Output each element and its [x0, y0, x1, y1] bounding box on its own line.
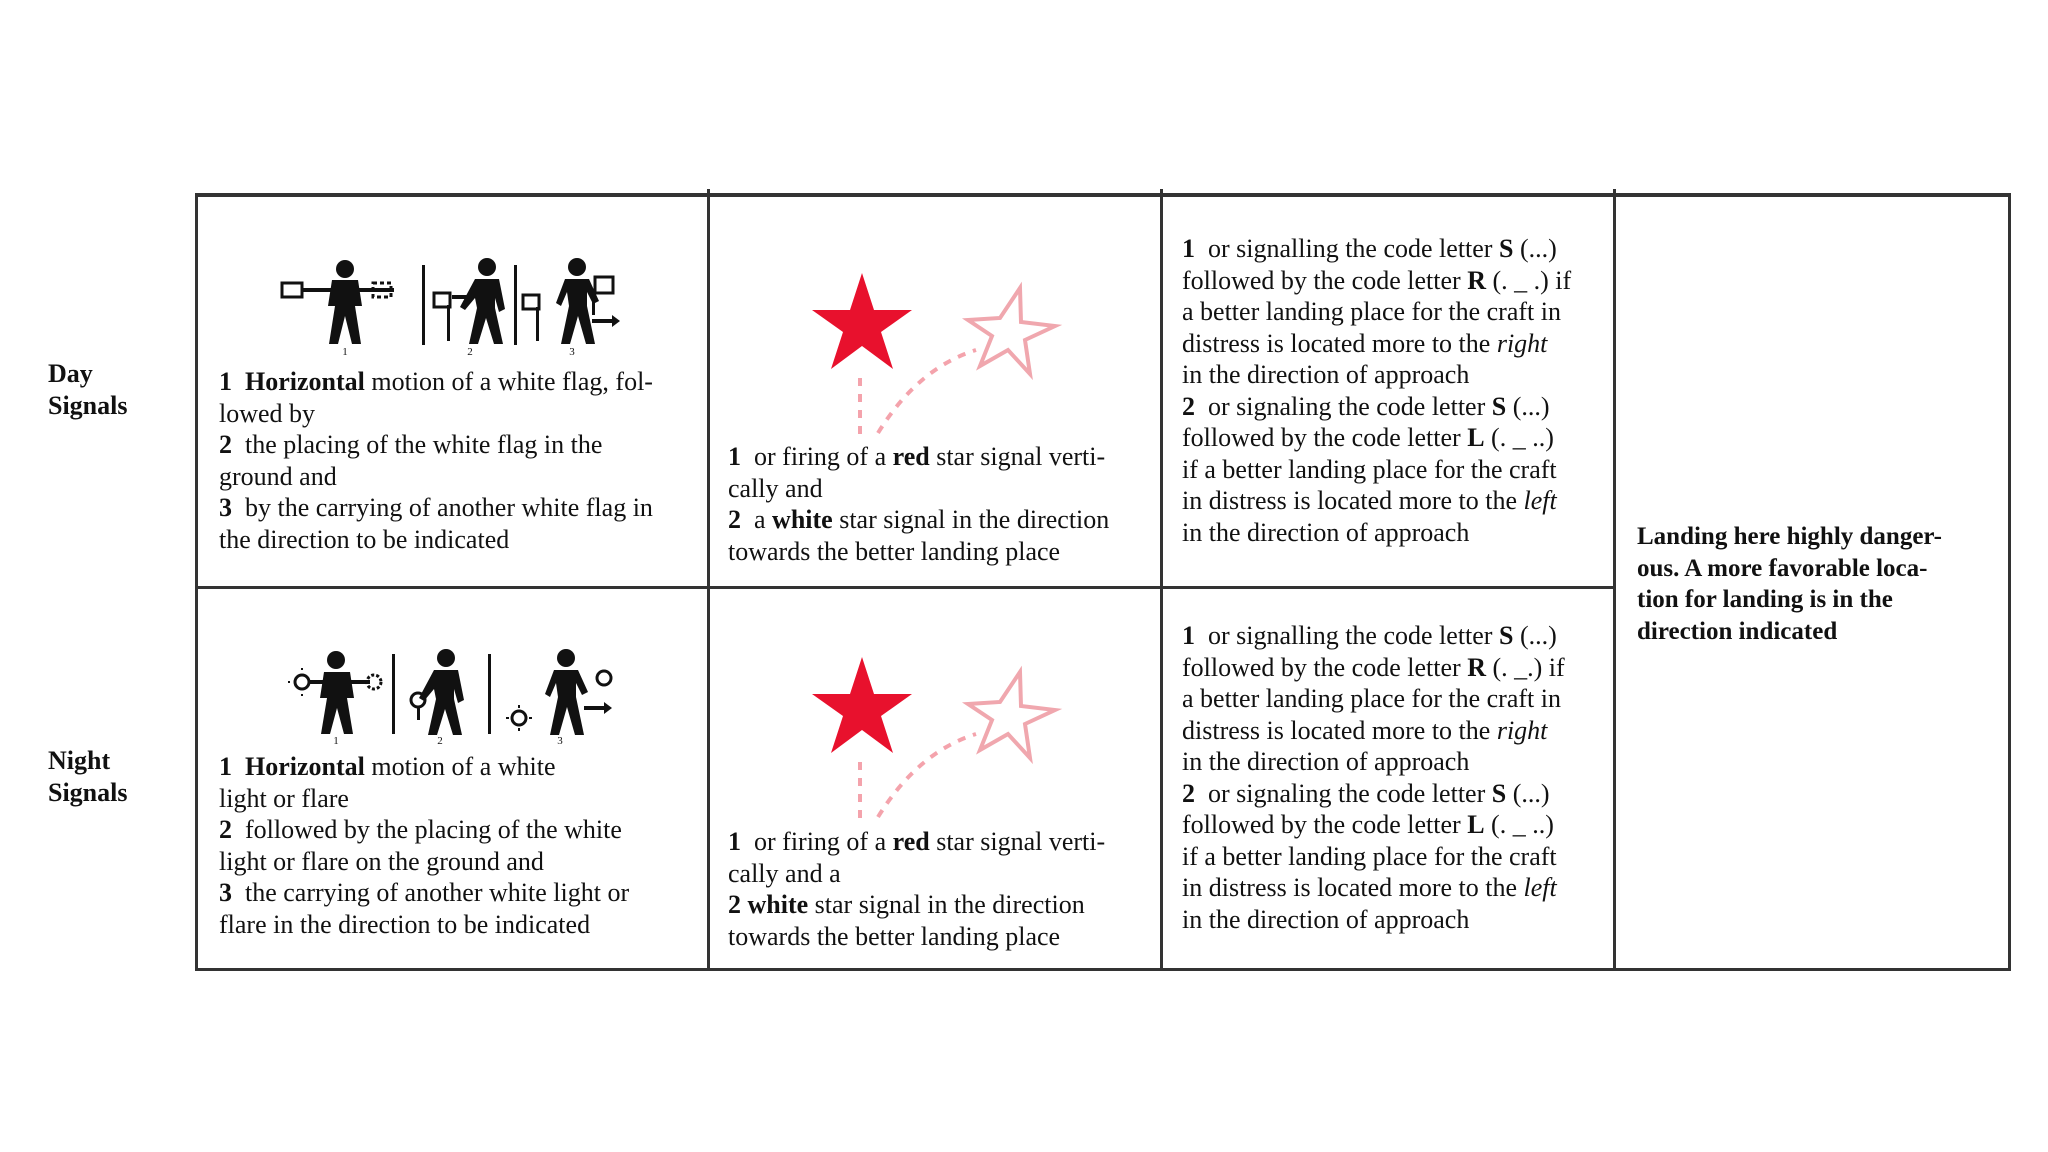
- red-star-icon: [812, 273, 912, 369]
- text-run: followed by the code letter: [1182, 652, 1468, 682]
- text-line: [1182, 485, 1622, 517]
- warning-line: direction indicated: [1637, 617, 1838, 645]
- text-line: [219, 429, 699, 461]
- text-line: [219, 366, 699, 398]
- text-line: [728, 536, 1168, 568]
- text-run: in the direction of approach: [1182, 360, 1470, 389]
- night-signals-label: [48, 745, 128, 809]
- text-run: left: [1523, 486, 1557, 515]
- text-run: (. _ ..): [1484, 810, 1554, 839]
- text-line: [219, 783, 699, 815]
- pictogram-number: 1: [342, 346, 348, 358]
- text-line: [1182, 328, 1622, 360]
- text-run: S: [1491, 391, 1507, 421]
- text-run: cally and a: [728, 858, 841, 888]
- text-line: [1182, 233, 1622, 265]
- text-line: [219, 524, 699, 556]
- text-run: followed by the placing of the white: [232, 815, 622, 844]
- text-line: [1182, 620, 1622, 652]
- text-line: [728, 441, 1168, 473]
- night-star-signals-icon: [808, 652, 1068, 822]
- night-label-line: Signals: [48, 778, 128, 807]
- text-run: 1 Horizontal: [219, 367, 365, 396]
- text-line: [1182, 422, 1622, 454]
- day-code-letter-description: [1182, 233, 1622, 548]
- warning-line: ous. A more favorable loca-: [1637, 554, 1928, 582]
- text-run: flare in the direction to be indicated: [219, 909, 591, 939]
- text-run: followed by the code letter: [1182, 810, 1468, 839]
- row-divider: [198, 586, 1613, 589]
- text-run: or signalling the code letter: [1195, 234, 1499, 263]
- warning-line: tion for landing is in the: [1637, 586, 1893, 613]
- text-run: distress is located more to the: [1182, 715, 1497, 745]
- text-line: [1182, 809, 1622, 841]
- text-line: [1182, 391, 1622, 423]
- text-run: red: [892, 827, 930, 856]
- text-run: 3: [219, 493, 232, 522]
- text-run: a better landing place for the craft in: [1182, 684, 1561, 713]
- text-run: star signal verti-: [929, 442, 1106, 471]
- text-run: followed by the code letter: [1182, 423, 1468, 452]
- text-run: in the direction of approach: [1182, 517, 1470, 547]
- text-line: [219, 814, 699, 846]
- text-run: a better landing place for the craft in: [1182, 297, 1561, 326]
- text-line: [728, 921, 1168, 953]
- text-run: 2 white: [728, 890, 809, 919]
- text-run: (...): [1513, 621, 1557, 650]
- text-line: [728, 504, 1168, 536]
- text-run: light or flare: [219, 783, 349, 813]
- text-run: 3: [219, 878, 232, 907]
- text-line: [1182, 265, 1622, 297]
- text-line: [1182, 296, 1622, 328]
- text-run: (. _ ..): [1484, 423, 1554, 452]
- text-run: a: [741, 505, 773, 534]
- text-run: S: [1498, 621, 1514, 650]
- pictogram-number: 3: [557, 735, 563, 747]
- text-run: star signal verti-: [929, 827, 1106, 856]
- text-run: ground and: [219, 461, 337, 491]
- text-run: (...): [1513, 234, 1557, 263]
- text-line: [1182, 683, 1622, 715]
- text-run: the placing of the white flag in the: [232, 430, 603, 459]
- text-run: 2: [1182, 391, 1195, 421]
- text-line: [1182, 841, 1622, 873]
- text-run: 2: [728, 505, 741, 534]
- text-run: cally and: [728, 473, 823, 503]
- text-run: star signal in the direction: [832, 505, 1110, 534]
- pictogram-number: 2: [467, 346, 473, 358]
- text-run: or firing of a: [741, 442, 893, 471]
- text-run: 2: [219, 815, 232, 844]
- text-line: [1182, 746, 1622, 778]
- night-code-letter-description: [1182, 620, 1622, 935]
- text-run: S: [1491, 778, 1507, 808]
- landing-warning-text: [1637, 521, 1997, 647]
- text-line: [728, 858, 1168, 890]
- text-run: 2: [1182, 778, 1195, 808]
- text-line: [1182, 904, 1622, 936]
- text-run: the direction to be indicated: [219, 524, 510, 554]
- text-run: or signaling the code letter: [1195, 391, 1492, 421]
- text-run: L: [1467, 810, 1485, 839]
- text-run: (...): [1506, 391, 1550, 421]
- night-star-description: [728, 826, 1168, 952]
- text-line: [219, 751, 699, 783]
- pictogram-number: 2: [437, 735, 443, 747]
- text-line: [219, 877, 699, 909]
- text-run: R: [1467, 265, 1486, 295]
- text-run: lowed by: [219, 398, 316, 428]
- red-star-icon: [812, 657, 912, 753]
- text-run: red: [892, 442, 930, 471]
- text-run: followed by the code letter: [1182, 265, 1468, 295]
- text-line: [1182, 517, 1622, 549]
- day-label-line: Day: [48, 359, 93, 388]
- text-line: [219, 846, 699, 878]
- text-line: [1182, 778, 1622, 810]
- text-run: (...): [1506, 778, 1550, 808]
- text-run: R: [1467, 652, 1486, 682]
- text-run: right: [1496, 328, 1548, 358]
- pictogram-number: 1: [333, 735, 339, 747]
- text-run: (. _ .) if: [1485, 265, 1572, 295]
- night-label-line: Night: [48, 746, 111, 775]
- text-run: 1: [728, 442, 741, 471]
- text-run: the carrying of another white light or: [232, 878, 630, 907]
- text-line: [1182, 715, 1622, 747]
- text-line: [1182, 359, 1622, 391]
- text-run: motion of a white flag, fol-: [364, 367, 653, 396]
- text-run: white: [772, 505, 833, 534]
- text-run: 1: [1182, 234, 1195, 263]
- night-light-signaller-icon: [288, 648, 628, 748]
- text-run: in distress is located more to the: [1182, 873, 1524, 902]
- text-run: or signalling the code letter: [1195, 621, 1499, 650]
- text-line: [219, 492, 699, 524]
- day-flag-signaller-icon: [277, 255, 637, 359]
- text-run: in the direction of approach: [1182, 904, 1470, 934]
- text-run: or signaling the code letter: [1195, 778, 1492, 808]
- warning-line: Landing here highly danger-: [1637, 523, 1942, 550]
- text-run: towards the better landing place: [728, 921, 1061, 951]
- text-run: if a better landing place for the craft: [1182, 841, 1557, 871]
- text-run: 1: [728, 827, 741, 856]
- column-divider: [707, 189, 710, 971]
- text-run: right: [1496, 715, 1548, 745]
- text-line: [1182, 872, 1622, 904]
- text-run: in the direction of approach: [1182, 747, 1470, 776]
- text-run: by the carrying of another white flag in: [232, 493, 653, 522]
- text-run: towards the better landing place: [728, 536, 1061, 566]
- text-run: if a better landing place for the craft: [1182, 454, 1557, 484]
- day-flag-description: [219, 366, 699, 555]
- text-line: [219, 461, 699, 493]
- text-run: 1 Horizontal: [219, 752, 365, 781]
- text-run: 1: [1182, 621, 1195, 650]
- day-label-line: Signals: [48, 391, 128, 420]
- text-run: S: [1498, 234, 1514, 263]
- text-run: 2: [219, 430, 232, 459]
- text-line: [1182, 652, 1622, 684]
- text-run: L: [1467, 423, 1485, 452]
- text-line: [219, 909, 699, 941]
- text-line: [728, 473, 1168, 505]
- text-run: motion of a white: [364, 752, 556, 781]
- text-run: left: [1523, 873, 1557, 902]
- white-star-icon: [968, 672, 1055, 758]
- day-star-description: [728, 441, 1168, 567]
- pictogram-number: 3: [569, 346, 575, 358]
- white-star-icon: [968, 288, 1055, 374]
- text-run: star signal in the direction: [808, 890, 1085, 919]
- text-line: [728, 826, 1168, 858]
- text-run: (. _.) if: [1485, 652, 1565, 682]
- text-run: in distress is located more to the: [1182, 486, 1524, 515]
- text-run: or firing of a: [741, 827, 893, 856]
- night-light-description: [219, 751, 699, 940]
- text-run: light or flare on the ground and: [219, 846, 544, 876]
- day-star-signals-icon: [808, 268, 1068, 438]
- text-run: distress is located more to the: [1182, 328, 1497, 358]
- text-line: [728, 889, 1168, 921]
- day-signals-label: [48, 358, 128, 422]
- text-line: [1182, 454, 1622, 486]
- text-line: [219, 398, 699, 430]
